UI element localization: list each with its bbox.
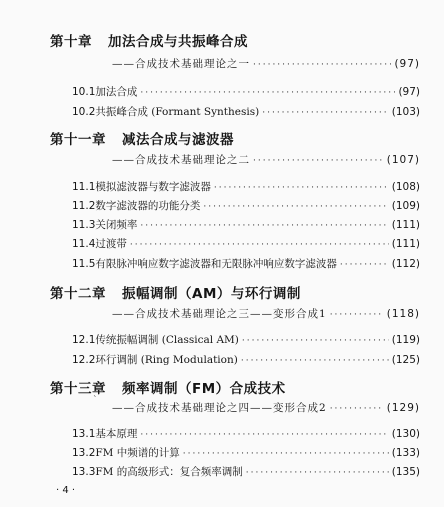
toc-entry (72, 198, 420, 213)
page-number: (112) (391, 258, 420, 270)
section-number: 13.2 (72, 447, 96, 459)
section-title: FM 中频谱的计算 (95, 447, 180, 459)
section-number: 13.1 (72, 428, 96, 440)
chapter-subtitle: ——合成技术基础理论之四——变形合成2 (112, 402, 327, 414)
section-title: 数字滤波器的功能分类 (95, 200, 201, 212)
chapter-title: 减法合成与滤波器 (122, 132, 234, 148)
toc-entry (72, 236, 420, 251)
toc-entry (72, 464, 420, 479)
toc-entry (72, 84, 420, 99)
toc-entry (72, 332, 420, 347)
leader-dots (130, 240, 389, 250)
chapter-number: 第十二章 (50, 286, 106, 302)
leader-dots (214, 183, 389, 193)
toc-entry (72, 426, 420, 441)
leader-dots (140, 88, 395, 98)
chapter-heading (50, 128, 414, 148)
section-number: 13.3 (72, 466, 96, 478)
toc-entry (72, 352, 420, 367)
page-number: (130) (391, 428, 420, 440)
leader-dots (140, 430, 388, 440)
toc-entry (72, 179, 420, 194)
chapter-title: 加法合成与共振峰合成 (108, 34, 248, 50)
page-number: (97) (394, 58, 420, 70)
chapter-title: 频率调制（FM）合成技术 (122, 381, 286, 397)
section-number: 11.3 (72, 219, 96, 231)
section-number: 11.5 (72, 258, 96, 270)
leader-dots (330, 404, 384, 414)
section-title: FM 的高级形式：复合频率调制 (95, 466, 243, 478)
page-number: (111) (391, 238, 420, 250)
section-title: 有限脉冲响应数字滤波器和无限脉冲响应数字滤波器 (95, 258, 337, 270)
leader-dots (340, 260, 389, 270)
chapter-subtitle-line (112, 152, 420, 167)
chapter-title: 振幅调制（AM）与环行调制 (122, 286, 301, 302)
leader-dots (140, 221, 388, 231)
leader-dots (241, 356, 389, 366)
chapter-number: 第十一章 (50, 132, 106, 148)
section-number: 11.4 (72, 238, 96, 250)
chapter-heading (50, 30, 414, 50)
section-number: 11.2 (72, 200, 96, 212)
chapter-subtitle: ——合成技术基础理论之一 (112, 58, 250, 70)
toc-entry (72, 104, 420, 119)
section-title: 关闭频率 (95, 219, 138, 231)
chapter-heading (50, 377, 414, 397)
section-number: 12.1 (72, 334, 96, 346)
toc-entry (72, 445, 420, 460)
chapter-heading (50, 282, 414, 302)
leader-dots (183, 449, 389, 459)
leader-dots (246, 468, 389, 478)
toc-entry (72, 256, 420, 271)
chapter-subtitle-line (112, 306, 420, 321)
leader-dots (253, 156, 384, 166)
section-title: 共振峰合成 (Formant Synthesis) (95, 106, 260, 118)
section-title: 加法合成 (95, 86, 138, 98)
page-footer-number: · 4 · (56, 485, 76, 496)
page-number: (109) (391, 200, 420, 212)
section-title: 模拟滤波器与数字滤波器 (95, 181, 211, 193)
section-title: 基本原理 (95, 428, 138, 440)
page-number: (118) (386, 308, 420, 320)
page-number: (133) (391, 447, 420, 459)
toc-entry (72, 217, 420, 232)
section-number: 12.2 (72, 354, 96, 366)
page-number: (125) (391, 354, 420, 366)
chapter-subtitle-line (112, 56, 420, 71)
section-title: 传统振幅调制 (Classical AM) (95, 334, 239, 346)
page-number: (111) (391, 219, 420, 231)
chapter-number: 第十三章 (50, 381, 106, 397)
page-number: (107) (386, 154, 420, 166)
page-number: (108) (391, 181, 420, 193)
section-number: 11.1 (72, 181, 96, 193)
leader-dots (203, 202, 388, 212)
section-title: 过渡带 (95, 238, 127, 250)
leader-dots (330, 310, 384, 320)
leader-dots (253, 60, 391, 70)
chapter-subtitle: ——合成技术基础理论之二 (112, 154, 250, 166)
page-number: (97) (398, 86, 420, 98)
chapter-subtitle-line (112, 400, 420, 415)
section-title: 环行调制 (Ring Modulation) (95, 354, 238, 366)
chapter-number: 第十章 (50, 34, 92, 50)
chapter-subtitle: ——合成技术基础理论之三——变形合成1 (112, 308, 327, 320)
leader-dots (262, 108, 389, 118)
page-number: (129) (386, 402, 420, 414)
section-number: 10.2 (72, 106, 96, 118)
page-number: (119) (391, 334, 420, 346)
stray-mark: ` (93, 396, 98, 406)
page-number: (103) (391, 106, 420, 118)
section-number: 10.1 (72, 86, 96, 98)
leader-dots (242, 336, 389, 346)
page-number: (135) (391, 466, 420, 478)
